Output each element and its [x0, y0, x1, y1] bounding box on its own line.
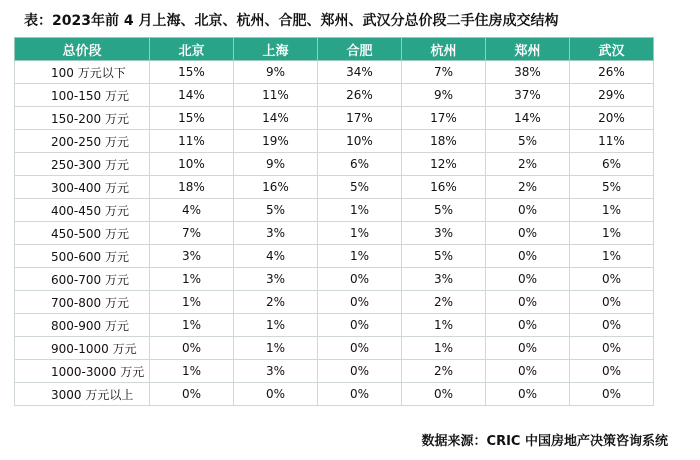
table-row — [15, 245, 654, 268]
beijing-cell: 1% — [150, 291, 234, 314]
price-band-cell: 500-600 万元 — [15, 245, 150, 268]
price-band-cell: 100-150 万元 — [15, 84, 150, 107]
table-body — [15, 61, 654, 406]
data-source-note: 数据来源：CRIC 中国房地产决策咨询系统 — [421, 434, 668, 449]
table-row — [15, 199, 654, 222]
table-row — [15, 314, 654, 337]
wuhan-cell: 0% — [570, 291, 654, 314]
price-band-cell: 100 万元以下 — [15, 61, 150, 84]
shanghai-cell: 19% — [234, 130, 318, 153]
beijing-cell: 1% — [150, 360, 234, 383]
price-band-table — [14, 37, 654, 406]
header-shanghai: 上海 — [234, 38, 318, 61]
table-row — [15, 291, 654, 314]
wuhan-cell: 0% — [570, 268, 654, 291]
zhengzhou-cell: 5% — [486, 130, 570, 153]
hefei-cell: 0% — [318, 291, 402, 314]
table-title: 表：2023年前 4 月上海、北京、杭州、合肥、郑州、武汉分总价段二手住房成交结构 — [24, 13, 559, 29]
hangzhou-cell: 5% — [402, 245, 486, 268]
wuhan-cell: 0% — [570, 314, 654, 337]
hangzhou-cell: 18% — [402, 130, 486, 153]
hefei-cell: 17% — [318, 107, 402, 130]
header-price-band: 总价段 — [15, 38, 150, 61]
hangzhou-cell: 1% — [402, 337, 486, 360]
shanghai-cell: 11% — [234, 84, 318, 107]
beijing-cell: 0% — [150, 383, 234, 406]
beijing-cell: 15% — [150, 61, 234, 84]
beijing-cell: 3% — [150, 245, 234, 268]
hefei-cell: 0% — [318, 360, 402, 383]
beijing-cell: 10% — [150, 153, 234, 176]
wuhan-cell: 26% — [570, 61, 654, 84]
header-beijing: 北京 — [150, 38, 234, 61]
hefei-cell: 5% — [318, 176, 402, 199]
hangzhou-cell: 16% — [402, 176, 486, 199]
table-row — [15, 268, 654, 291]
table-row — [15, 84, 654, 107]
wuhan-cell: 5% — [570, 176, 654, 199]
hangzhou-cell: 3% — [402, 268, 486, 291]
hangzhou-cell: 5% — [402, 199, 486, 222]
hefei-cell: 0% — [318, 383, 402, 406]
zhengzhou-cell: 2% — [486, 153, 570, 176]
hefei-cell: 1% — [318, 222, 402, 245]
zhengzhou-cell: 0% — [486, 245, 570, 268]
wuhan-cell: 29% — [570, 84, 654, 107]
hefei-cell: 34% — [318, 61, 402, 84]
price-band-cell: 200-250 万元 — [15, 130, 150, 153]
shanghai-cell: 5% — [234, 199, 318, 222]
beijing-cell: 18% — [150, 176, 234, 199]
shanghai-cell: 3% — [234, 360, 318, 383]
hangzhou-cell: 7% — [402, 61, 486, 84]
table-row — [15, 153, 654, 176]
table-row — [15, 383, 654, 406]
price-band-cell: 300-400 万元 — [15, 176, 150, 199]
price-band-cell: 400-450 万元 — [15, 199, 150, 222]
wuhan-cell: 1% — [570, 245, 654, 268]
zhengzhou-cell: 0% — [486, 314, 570, 337]
price-band-cell: 1000-3000 万元 — [15, 360, 150, 383]
table-row — [15, 222, 654, 245]
hangzhou-cell: 12% — [402, 153, 486, 176]
zhengzhou-cell: 0% — [486, 383, 570, 406]
wuhan-cell: 20% — [570, 107, 654, 130]
zhengzhou-cell: 0% — [486, 337, 570, 360]
price-band-cell: 800-900 万元 — [15, 314, 150, 337]
hefei-cell: 6% — [318, 153, 402, 176]
table-row — [15, 107, 654, 130]
hangzhou-cell: 3% — [402, 222, 486, 245]
shanghai-cell: 1% — [234, 314, 318, 337]
table-row — [15, 337, 654, 360]
wuhan-cell: 0% — [570, 337, 654, 360]
beijing-cell: 15% — [150, 107, 234, 130]
beijing-cell: 14% — [150, 84, 234, 107]
hefei-cell: 0% — [318, 337, 402, 360]
wuhan-cell: 0% — [570, 383, 654, 406]
header-hangzhou: 杭州 — [402, 38, 486, 61]
table-row — [15, 130, 654, 153]
beijing-cell: 1% — [150, 268, 234, 291]
hefei-cell: 1% — [318, 245, 402, 268]
hangzhou-cell: 2% — [402, 291, 486, 314]
hefei-cell: 0% — [318, 268, 402, 291]
shanghai-cell: 9% — [234, 153, 318, 176]
shanghai-cell: 1% — [234, 337, 318, 360]
zhengzhou-cell: 0% — [486, 360, 570, 383]
beijing-cell: 4% — [150, 199, 234, 222]
price-band-cell: 150-200 万元 — [15, 107, 150, 130]
beijing-cell: 11% — [150, 130, 234, 153]
wuhan-cell: 0% — [570, 360, 654, 383]
price-band-cell: 900-1000 万元 — [15, 337, 150, 360]
price-band-cell: 700-800 万元 — [15, 291, 150, 314]
wuhan-cell: 1% — [570, 222, 654, 245]
wuhan-cell: 11% — [570, 130, 654, 153]
shanghai-cell: 16% — [234, 176, 318, 199]
header-zhengzhou: 郑州 — [486, 38, 570, 61]
zhengzhou-cell: 0% — [486, 268, 570, 291]
zhengzhou-cell: 0% — [486, 222, 570, 245]
hefei-cell: 1% — [318, 199, 402, 222]
shanghai-cell: 3% — [234, 268, 318, 291]
header-hefei: 合肥 — [318, 38, 402, 61]
shanghai-cell: 0% — [234, 383, 318, 406]
shanghai-cell: 9% — [234, 61, 318, 84]
zhengzhou-cell: 37% — [486, 84, 570, 107]
table-row — [15, 61, 654, 84]
price-band-cell: 600-700 万元 — [15, 268, 150, 291]
shanghai-cell: 4% — [234, 245, 318, 268]
wuhan-cell: 1% — [570, 199, 654, 222]
beijing-cell: 7% — [150, 222, 234, 245]
zhengzhou-cell: 14% — [486, 107, 570, 130]
zhengzhou-cell: 0% — [486, 291, 570, 314]
zhengzhou-cell: 2% — [486, 176, 570, 199]
hangzhou-cell: 1% — [402, 314, 486, 337]
beijing-cell: 1% — [150, 314, 234, 337]
table-row — [15, 176, 654, 199]
beijing-cell: 0% — [150, 337, 234, 360]
hangzhou-cell: 9% — [402, 84, 486, 107]
table-header-row — [15, 38, 654, 61]
shanghai-cell: 3% — [234, 222, 318, 245]
price-band-cell: 450-500 万元 — [15, 222, 150, 245]
wuhan-cell: 6% — [570, 153, 654, 176]
hefei-cell: 10% — [318, 130, 402, 153]
hefei-cell: 26% — [318, 84, 402, 107]
shanghai-cell: 2% — [234, 291, 318, 314]
zhengzhou-cell: 38% — [486, 61, 570, 84]
price-band-cell: 250-300 万元 — [15, 153, 150, 176]
price-band-cell: 3000 万元以上 — [15, 383, 150, 406]
hangzhou-cell: 0% — [402, 383, 486, 406]
hefei-cell: 0% — [318, 314, 402, 337]
hangzhou-cell: 17% — [402, 107, 486, 130]
shanghai-cell: 14% — [234, 107, 318, 130]
header-wuhan: 武汉 — [570, 38, 654, 61]
zhengzhou-cell: 0% — [486, 199, 570, 222]
table-row — [15, 360, 654, 383]
hangzhou-cell: 2% — [402, 360, 486, 383]
